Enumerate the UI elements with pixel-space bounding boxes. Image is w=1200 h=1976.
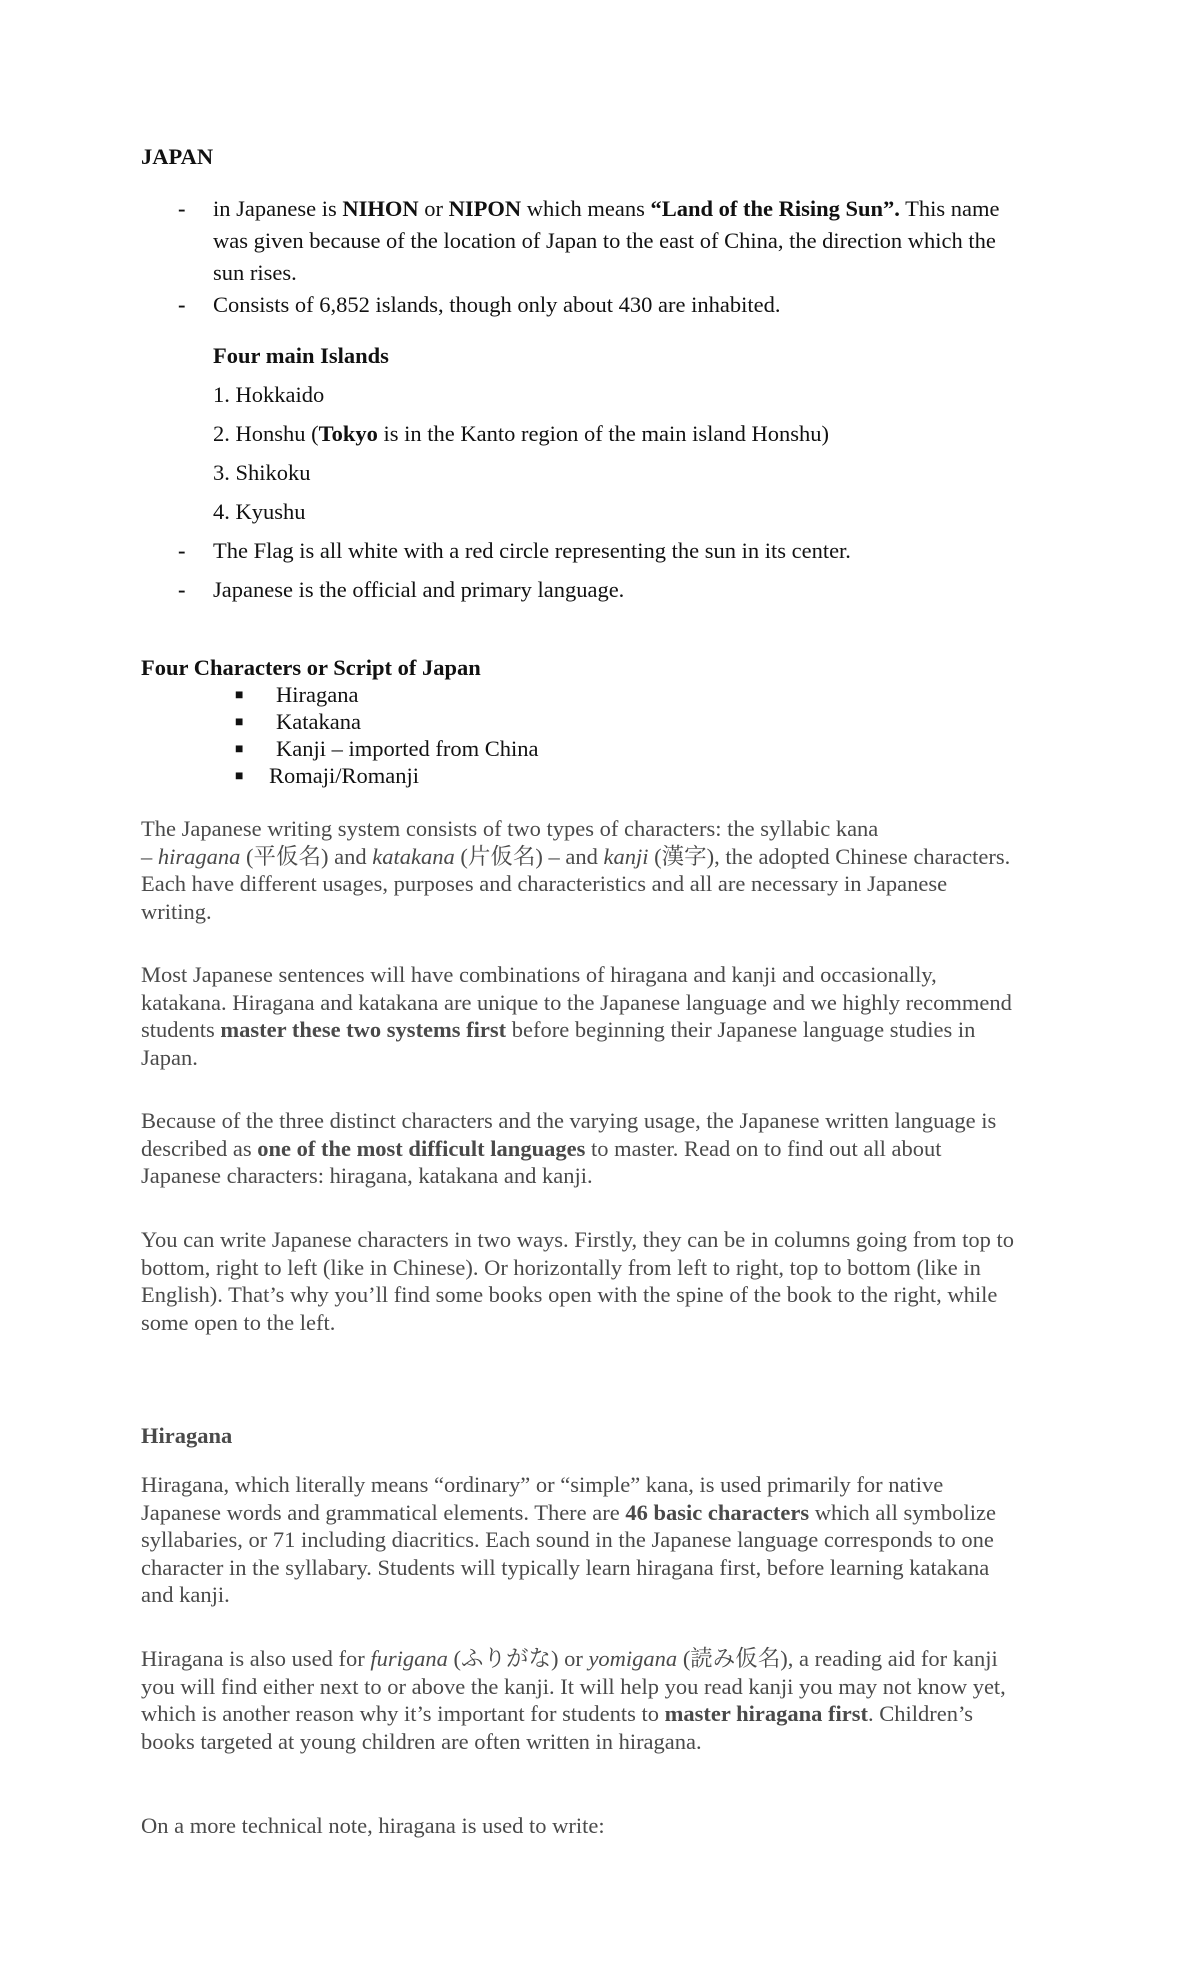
script-item: Kanji – imported from China [276, 736, 539, 761]
paragraph-difficulty: Because of the three distinct characters and the varying usage, the Japanese written language is described as one of the most difficult languages to master. Read on to find out all about Japanese characters: hiragana, katakana and kanji. [141, 1108, 997, 1188]
intro-bullet-4: Japanese is the official and primary language. [213, 577, 625, 602]
page-title: JAPAN [141, 144, 214, 169]
intro-bullet-2: Consists of 6,852 islands, though only about 430 are inhabited. [213, 292, 781, 317]
hiragana-heading: Hiragana [141, 1423, 233, 1448]
square-bullet-icon: ■ [235, 688, 244, 703]
paragraph-combinations: Most Japanese sentences will have combinations of hiragana and kanji and occasionally, katakana. Hiragana and katakana are unique to the Japanese language and we highly recommend students master these two systems first before beginning their Japanese language studies in Japan. [141, 962, 1012, 1070]
square-bullet-icon: ■ [235, 715, 244, 730]
island-item: 4. Kyushu [213, 499, 306, 524]
square-bullet-icon: ■ [235, 769, 244, 784]
dash-bullet: - [178, 196, 186, 221]
island-item: 1. Hokkaido [213, 382, 325, 407]
dash-bullet: - [178, 577, 186, 602]
intro-bullet-3: The Flag is all white with a red circle representing the sun in its center. [213, 538, 851, 563]
island-item: 3. Shikoku [213, 460, 311, 485]
script-item: Katakana [276, 709, 361, 734]
dash-bullet: - [178, 538, 186, 563]
intro-bullet-1-line-2: was given because of the location of Japan to the east of China, the direction which the [213, 228, 996, 253]
paragraph-technical-note: On a more technical note, hiragana is used to write: [141, 1813, 605, 1838]
paragraph-writing-system: The Japanese writing system consists of two types of characters: the syllabic kana – hiragana (平仮名) and katakana (片仮名) – and kanji (漢字), the adopted Chinese characters. Each have different usages, purposes and characteristics and all are necessary in Japanese writing. [141, 816, 1011, 924]
intro-bullet-1-line-3: sun rises. [213, 260, 297, 285]
scripts-heading: Four Characters or Script of Japan [141, 655, 481, 680]
dash-bullet: - [178, 292, 186, 317]
script-item: Hiragana [276, 682, 359, 707]
script-item: Romaji/Romanji [269, 763, 419, 788]
intro-bullet-1-line-1: in Japanese is NIHON or NIPON which means “Land of the Rising Sun”. This name [213, 196, 1000, 221]
island-item: 2. Honshu (Tokyo is in the Kanto region of the main island Honshu) [213, 421, 830, 446]
paragraph-writing-directions: You can write Japanese characters in two ways. Firstly, they can be in columns going from top to bottom, right to left (like in Chinese). Or horizontally from left to right, top to bottom (like in English). That’s why you’ll find some books open with the spine of the book to the right, while some open to the left. [141, 1227, 1014, 1335]
square-bullet-icon: ■ [235, 742, 244, 757]
islands-heading: Four main Islands [213, 343, 389, 368]
paragraph-furigana: Hiragana is also used for furigana (ふりがな) or yomigana (読み仮名), a reading aid for kanji you will find either next to or above the kanji. It will help you read kanji you may not know yet, which is another reason why it’s important for students to master hiragana first. Children’s books targeted at young children are often written in hiragana. [141, 1646, 1006, 1754]
paragraph-hiragana-usage: Hiragana, which literally means “ordinary” or “simple” kana, is used primarily for native Japanese words and grammatical elements. There are 46 basic characters which all symbolize syllabaries, or 71 including diacritics. Each sound in the Japanese language corresponds to one character in the syllabary. Students will typically learn hiragana first, before learning katakana and kanji. [141, 1472, 996, 1607]
